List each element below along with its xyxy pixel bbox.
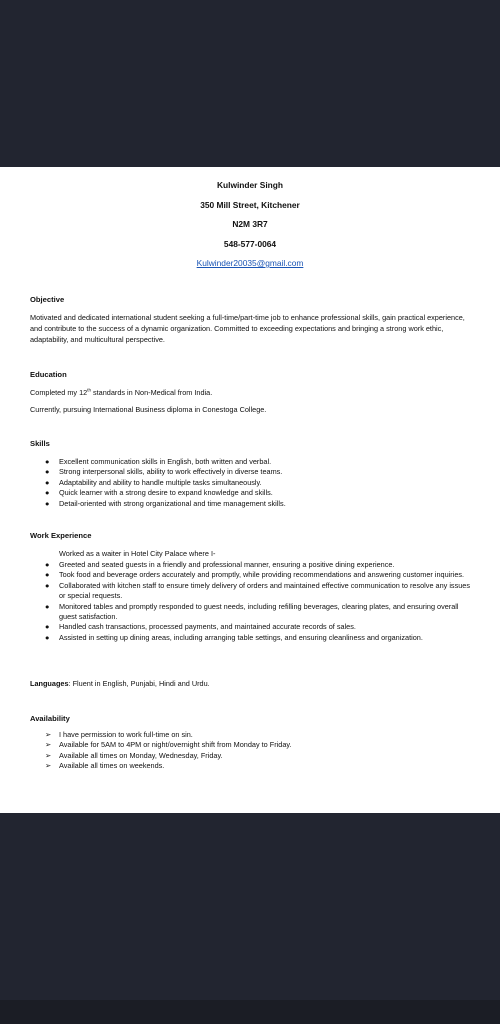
availability-heading: Availability: [30, 714, 70, 723]
list-item: ➢ Available all times on Monday, Wednesday, Friday.: [45, 750, 223, 760]
bullet-icon: ●: [45, 560, 50, 569]
list-item: ● Excellent communication skills in English, both written and verbal.: [45, 457, 272, 466]
list-item: ● Monitored tables and promptly responded to guest needs, including refilling beverages, clearing plates, and ensuring overall guest satisfaction.: [45, 601, 459, 622]
bullet-icon: ●: [45, 622, 50, 632]
education-heading: Education: [30, 370, 67, 379]
bullet-icon: ●: [45, 477, 50, 487]
work-intro: Worked as a waiter in Hotel City Palace where I-: [59, 549, 216, 558]
list-item: ● Took food and beverage orders accurately and promptly, while providing recommendations and answering customer inquiries.: [45, 570, 465, 580]
address-street: 350 Mill Street, Kitchener: [200, 200, 300, 210]
email-link[interactable]: Kulwinder20035@gmail.com: [196, 258, 304, 268]
postal-code: N2M 3R7: [232, 219, 268, 229]
education-line-1: Completed my 12th standards in Non-Medical from India.: [30, 387, 213, 397]
objective-text: Motivated and dedicated international student seeking a full-time/part-time job to enhance professional skills, gain practical experience, and contribute to the success of a dynamic organization. Committed to exceeding expectations and bringing a strong work ethic, adaptability, and multicultural perspective.: [30, 313, 465, 344]
bullet-icon: ●: [45, 498, 50, 508]
bullet-icon: ●: [45, 580, 50, 590]
list-item: ● Handled cash transactions, processed payments, and maintained accurate records of sales.: [45, 622, 356, 632]
list-item: ➢ Available all times on weekends.: [45, 761, 165, 771]
arrow-bullet-icon: ➢: [45, 750, 52, 760]
phone-number: 548-577-0064: [223, 239, 277, 249]
skills-heading: Skills: [30, 439, 50, 448]
education-line-2: Currently, pursuing International Business diploma in Conestoga College.: [30, 405, 267, 414]
work-experience-heading: Work Experience: [30, 531, 92, 540]
bullet-icon: ●: [45, 570, 50, 580]
list-item: ➢ Available for 5AM to 4PM or night/overnight shift from Monday to Friday.: [45, 740, 292, 750]
work-list: [30, 560, 470, 643]
skills-list: [30, 457, 470, 509]
objective-heading: Objective: [30, 295, 65, 304]
list-item: ● Detail-oriented with strong organizational and time management skills.: [45, 498, 286, 508]
bullet-icon: ●: [45, 457, 50, 466]
list-item: ● Greeted and seated guests in a friendly and professional manner, ensuring a positive dining experience.: [45, 560, 395, 569]
list-item: ● Assisted in setting up dining areas, including arranging table settings, and ensuring cleanliness and organization.: [45, 632, 423, 642]
list-item: ● Strong interpersonal skills, ability to work effectively in diverse teams.: [45, 467, 283, 477]
list-item: ● Quick learner with a strong desire to expand knowledge and skills.: [45, 488, 273, 498]
list-item: ● Adaptability and ability to handle multiple tasks simultaneously.: [45, 477, 262, 487]
bullet-icon: ●: [45, 488, 50, 498]
bullet-icon: ●: [45, 467, 50, 477]
bottom-bar: [0, 1000, 500, 1024]
resume-page: [0, 167, 500, 813]
resume-name: Kulwinder Singh: [216, 180, 284, 190]
bullet-icon: ●: [45, 601, 50, 611]
arrow-bullet-icon: ➢: [45, 761, 52, 771]
arrow-bullet-icon: ➢: [45, 740, 52, 750]
arrow-bullet-icon: ➢: [45, 730, 52, 739]
availability-list: [30, 730, 470, 772]
list-item: ● Collaborated with kitchen staff to ensure timely delivery of orders and maintained effective communication to resolve any issues or special requests.: [45, 580, 470, 601]
languages-line: Languages: Fluent in English, Punjabi, Hindi and Urdu.: [30, 679, 210, 688]
bullet-icon: ●: [45, 632, 50, 642]
list-item: ➢ I have permission to work full-time on sin.: [45, 730, 193, 739]
